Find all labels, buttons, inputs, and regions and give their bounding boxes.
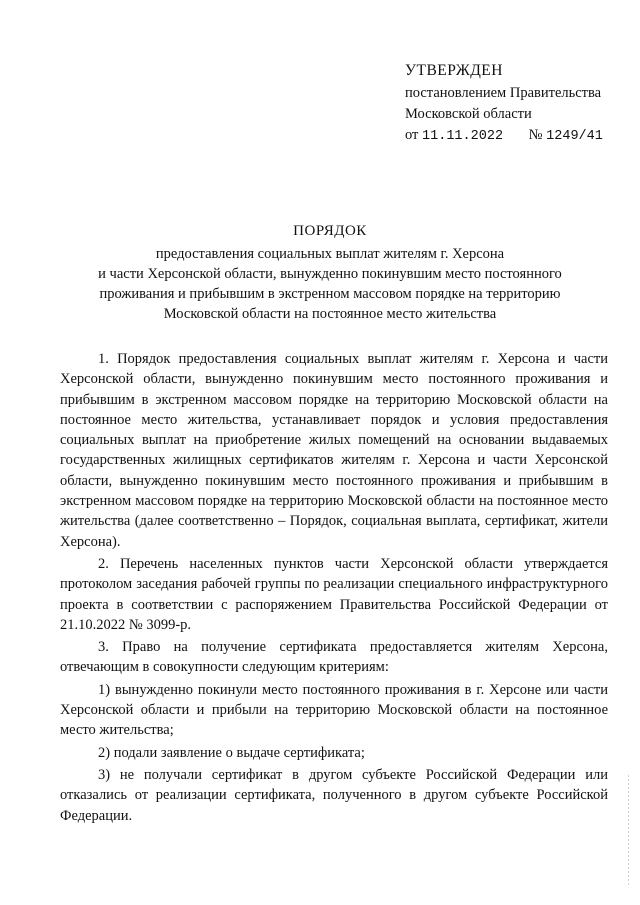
approval-heading: УТВЕРЖДЕН bbox=[405, 62, 503, 79]
approval-line-1: постановлением Правительства bbox=[405, 85, 602, 101]
paragraph-2: 2. Перечень населенных пунктов части Херсонской области утверждается протоколом заседания рабочей группы по реализации специального инфраструктурного проекта в соответствии с распоряжением Правительства Российской Федерации от 21.10.2022 № 3099-р. bbox=[60, 555, 608, 633]
approval-number-sign: № bbox=[528, 127, 543, 143]
approval-date: 11.11.2022 bbox=[422, 129, 504, 144]
criterion-2: 2) подали заявление о выдаче сертификата; bbox=[98, 744, 365, 761]
title-line: предоставления социальных выплат жителям г. Херсона bbox=[155, 246, 505, 262]
criterion-3: 3) не получали сертификат в другом субъекте Российской Федерации или отказались от реализации сертификата, полученного в другом субъекте Российской Федерации. bbox=[60, 766, 608, 824]
title-line: проживания и прибывшим в экстренном массовом порядке на территорию bbox=[99, 286, 561, 302]
scan-edge-mark bbox=[628, 775, 629, 885]
criterion-1: 1) вынужденно покинули место постоянного проживания в г. Херсоне или части Херсонской области и прибыли на территорию Московской области на постоянное место жительства; bbox=[60, 681, 608, 739]
title-line: и части Херсонской области, вынужденно покинувшим место постоянного bbox=[98, 266, 562, 282]
approval-date-prefix: от bbox=[405, 127, 419, 143]
approval-line-2: Московской области bbox=[405, 106, 532, 122]
title-line: Московской области на постоянное место жительства bbox=[163, 306, 497, 322]
approval-number: 1249/41 bbox=[546, 129, 603, 144]
document-body bbox=[60, 349, 608, 826]
approval-date-line bbox=[405, 125, 635, 147]
document-title bbox=[60, 221, 600, 324]
paragraph-1: 1. Порядок предоставления социальных выплат жителям г. Херсона и части Херсонской области, вынужденно покинувшим место постоянного проживания и прибывшим в экстренном массовом порядке на территорию Московской области на постоянное место жительства, устанавливает порядок и условия предоставления социальных выплат на приобретение жилых помещений на основании выдаваемых государственных жилищных сертификатов жителям г. Херсона и части Херсонской области, вынужденно покинувшим место постоянного проживания и прибывшим в экстренном массовом порядке на территорию Московской области на постоянное место жительства (далее соответственно – Порядок, социальная выплата, сертификат, жители Херсона). bbox=[60, 351, 608, 550]
title-heading: ПОРЯДОК bbox=[293, 223, 367, 239]
paragraph-3: 3. Право на получение сертификата предоставляется жителям Херсона, отвечающим в совокупности следующим критериям: bbox=[60, 639, 608, 676]
approval-stamp bbox=[405, 60, 635, 147]
